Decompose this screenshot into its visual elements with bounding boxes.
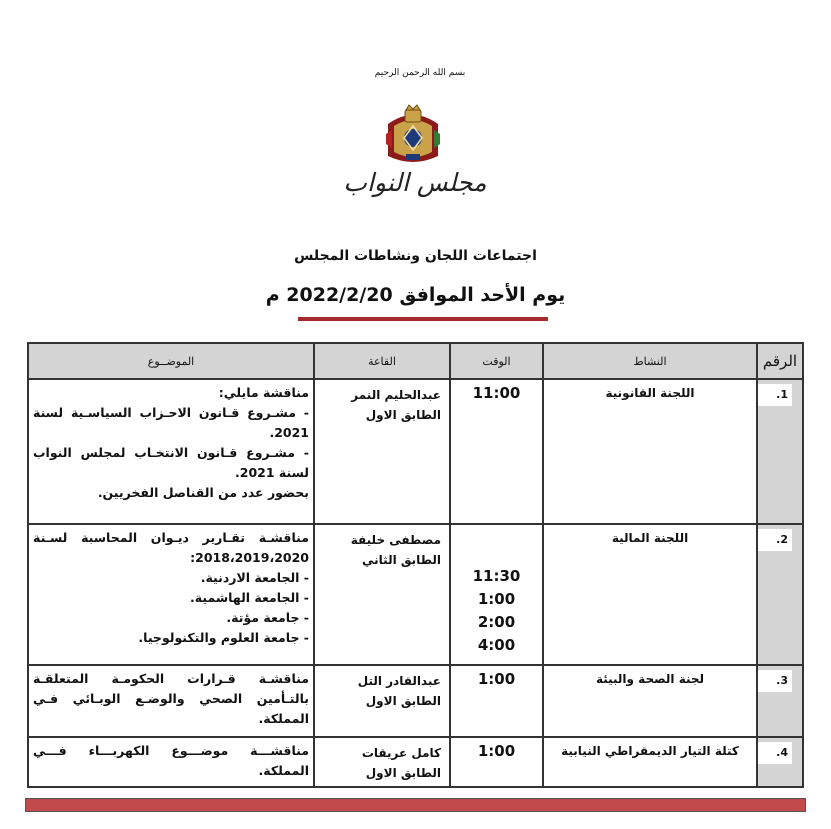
topic-line: مناقشـة تقـارير ديـوان المحاسبة لسـنة 2018،2019،2020: [33, 530, 309, 565]
row-activity: لجنة الصحة والبيئة [595, 672, 705, 686]
row-time: 1:00 [477, 590, 516, 608]
row-number: 4. [758, 742, 792, 764]
table-row [28, 665, 803, 737]
table-header-row [28, 343, 803, 379]
row-number: 2. [758, 529, 792, 551]
footer-bar [25, 798, 806, 812]
row-time: 1:00 [477, 742, 516, 760]
row-time: 4:00 [477, 636, 516, 654]
topic-line: - جامعة العلوم والتكنولوجيا. [138, 630, 309, 645]
header-topic: الموضــوع [28, 343, 314, 379]
row-time-list [451, 525, 542, 657]
venue-name: عبدالقادر التل [357, 674, 441, 688]
row-number: 3. [758, 670, 792, 692]
topic-line: - مشـروع قـانون الانتخـاب لمجلس النواب لسنة 2021. [33, 445, 309, 480]
header-time: الوقت [450, 343, 543, 379]
row-time: 2:00 [477, 613, 516, 631]
row-activity: كتلة التيار الديمقراطي النيابية [561, 744, 739, 758]
table-row [28, 524, 803, 665]
header-venue: القاعة [314, 343, 450, 379]
row-venue [315, 666, 449, 711]
basmala-text: بسم الله الرحمن الرحيم [374, 68, 466, 78]
page-subtitle: اجتماعات اللجان ونشاطات المجلس [294, 248, 537, 264]
row-venue [315, 738, 449, 783]
schedule-table [27, 342, 804, 788]
title-underline [298, 317, 548, 321]
venue-floor: الطابق الثاني [362, 553, 441, 567]
topic-line: - الجامعة الاردنية. [200, 570, 309, 585]
venue-floor: الطابق الاول [365, 694, 441, 708]
date-heading: يوم الأحد الموافق 2022/2/20 م [265, 284, 566, 306]
row-time: 11:00 [472, 384, 521, 402]
row-venue [315, 525, 449, 570]
venue-name: كامل عريقات [361, 746, 441, 760]
venue-name: مصطفى خليفة [350, 533, 441, 547]
row-topic [29, 380, 313, 506]
topic-line: - مشـروع قـانون الاحـزاب السياسـية لسنة 2021. [33, 405, 309, 440]
row-activity: اللجنة القانونية [605, 386, 695, 400]
row-time: 1:00 [477, 670, 516, 688]
header-activity: النشاط [543, 343, 757, 379]
topic-line: مناقشـة قـرارات الحكومـة المتعلقـة بالتـأمين الصحي والوضـع الوبـائي فـي المملكة. [33, 671, 309, 726]
table-row [28, 379, 803, 524]
venue-floor: الطابق الاول [365, 766, 441, 780]
venue-floor: الطابق الاول [365, 408, 441, 422]
topic-line: - جامعة مؤتة. [226, 610, 309, 625]
row-activity: اللجنة المالية [611, 531, 689, 545]
topic-line: مناقشة مايلي: [218, 385, 309, 400]
topic-line: - الجامعة الهاشمية. [190, 590, 309, 605]
topic-line: مناقشـــة موضـــوع الكهربـــاء فـــي المملكة. [33, 743, 309, 778]
row-venue [315, 380, 449, 425]
jordan-coat-of-arms-icon [378, 104, 448, 168]
table-row [28, 737, 803, 787]
header-number: الرقم [757, 343, 803, 379]
institution-name: مجلس النواب [343, 168, 487, 197]
venue-name: عبدالحليم النمر [351, 388, 441, 402]
row-topic [29, 738, 313, 784]
row-number: 1. [758, 384, 792, 406]
topic-line: بحضور عدد من القناصل الفخريين. [97, 485, 309, 500]
row-topic [29, 525, 313, 651]
row-topic [29, 666, 313, 732]
row-time: 11:30 [472, 567, 521, 585]
